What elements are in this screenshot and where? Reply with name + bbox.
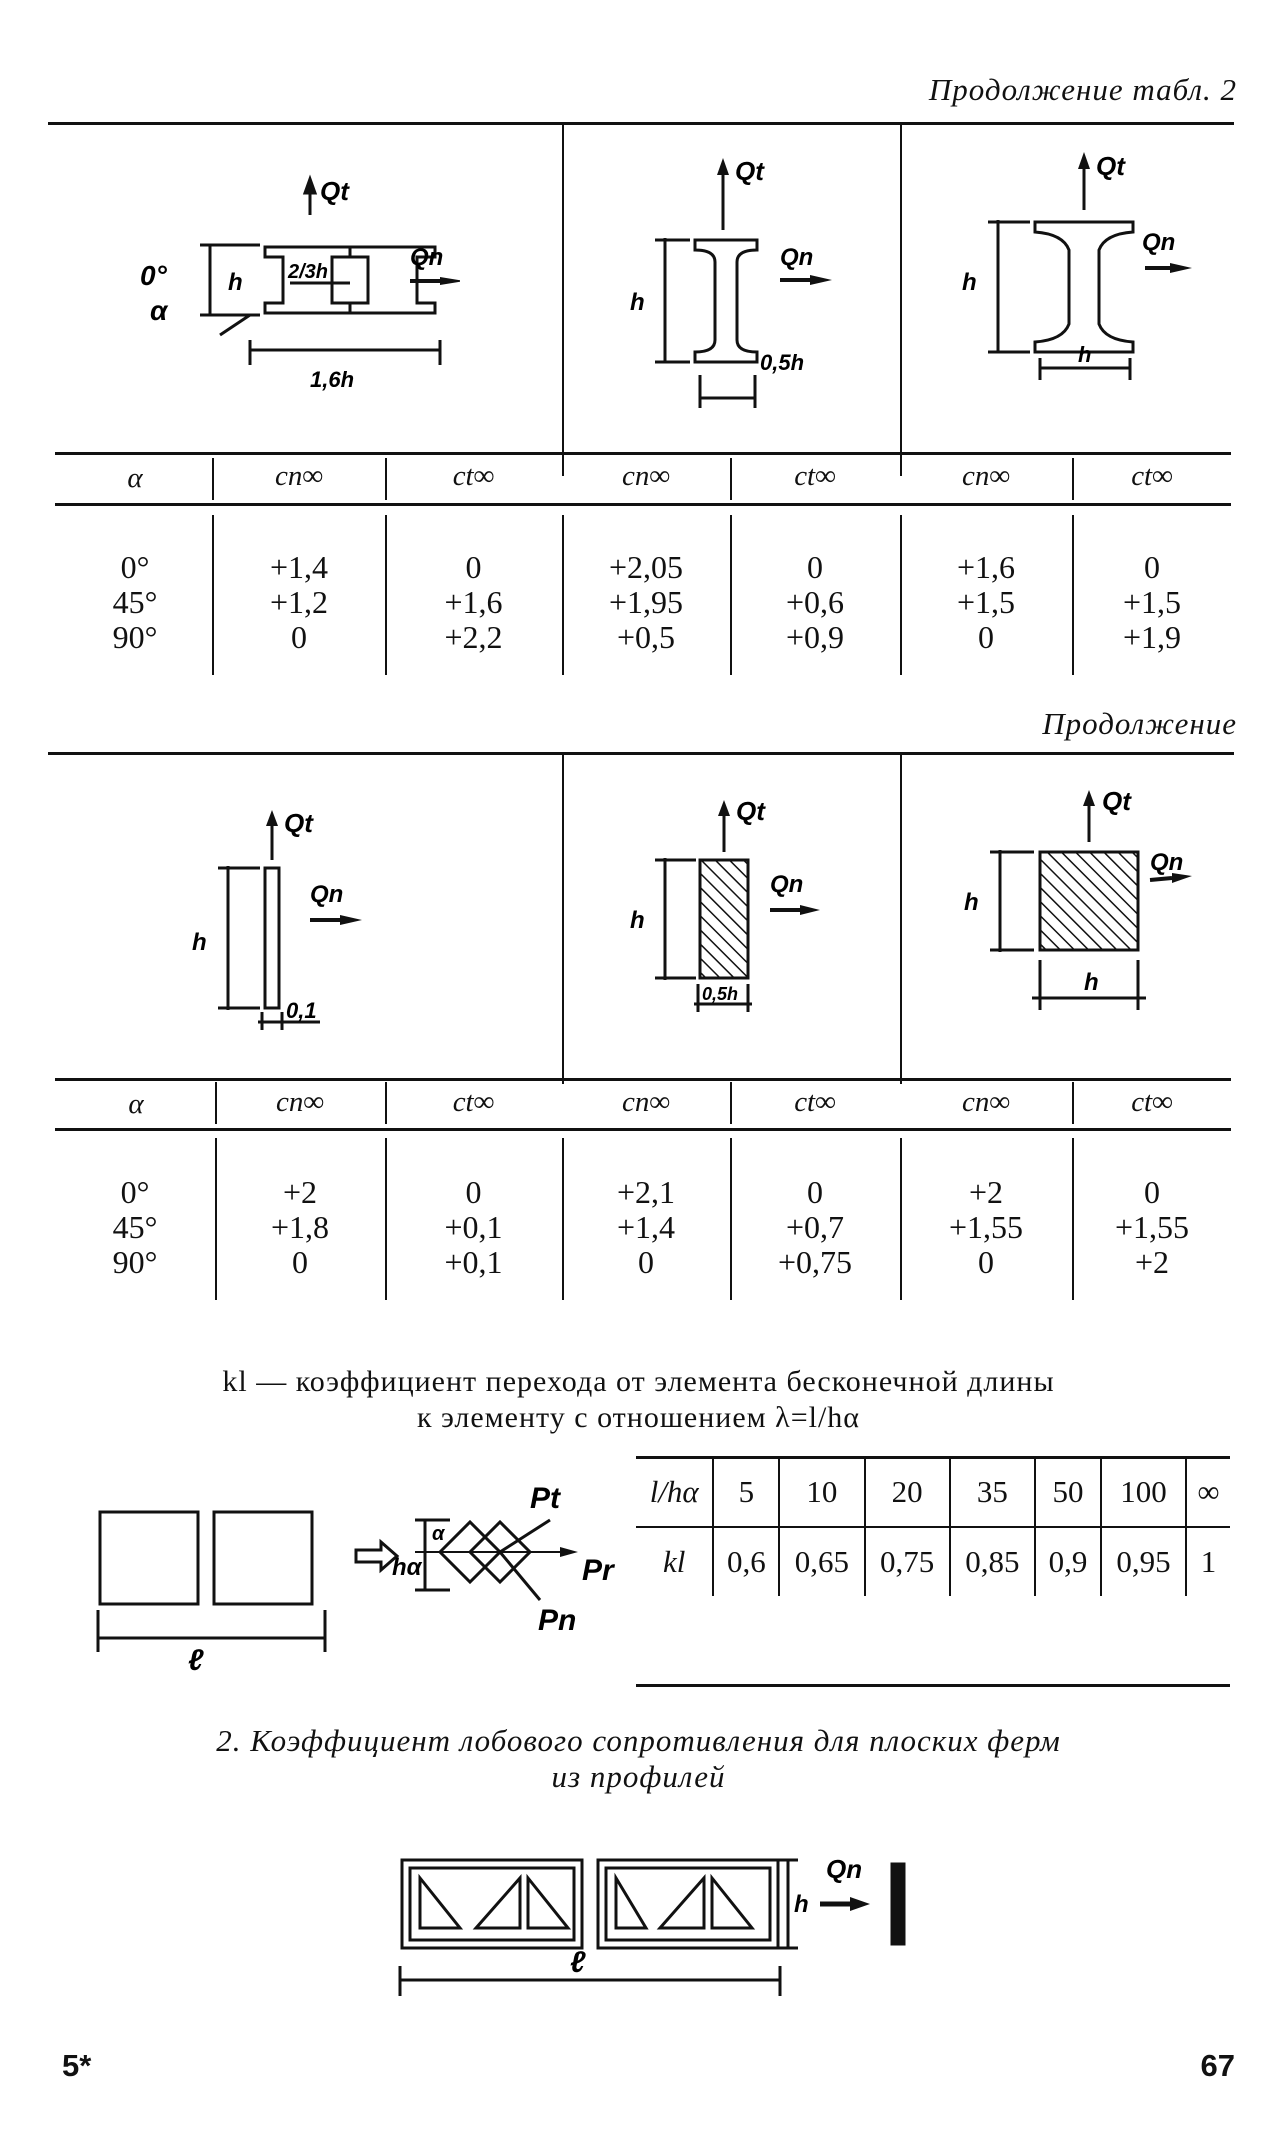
q-t-label: Qt	[320, 176, 349, 206]
q-n-label: Qn	[310, 881, 344, 908]
kl-cell: 1	[1186, 1527, 1230, 1596]
table1-column: 0° 45° 90°	[112, 549, 158, 655]
alpha-zero-label: 0°	[140, 260, 167, 291]
q-t-label: Qt	[1096, 151, 1125, 181]
h-label: h	[630, 907, 645, 934]
hatched-rect-figure	[620, 780, 860, 1020]
kl-cell: 10	[779, 1458, 864, 1527]
table2-header-top-rule	[55, 1078, 1231, 1081]
truss-figure	[380, 1840, 940, 2010]
table2-fig-divider-2	[900, 754, 902, 1084]
p-n-label: Pn	[538, 1604, 577, 1637]
q-t-label: Qt	[284, 808, 313, 838]
width-label-2: 0,5h	[760, 350, 805, 375]
kl-cell: 100	[1101, 1458, 1186, 1527]
table1-header-cell: ct∞	[452, 460, 495, 492]
table1-header-bottom-rule	[55, 503, 1231, 506]
table2-column: +2,1 +1,4 0	[616, 1174, 676, 1280]
table2-fig-divider-1	[562, 754, 564, 1084]
kl-caption-line1: kl — коэффициент перехода от элемента бесконечной длины	[222, 1365, 1055, 1398]
kl-cell: 20	[865, 1458, 950, 1527]
length-label: ℓ	[570, 1946, 586, 1979]
two-thirds-label: 2/3h	[288, 261, 329, 283]
table2-header-cell: cn∞	[621, 1086, 671, 1118]
section2-heading-line2: из профилей	[551, 1759, 726, 1794]
alpha-label: α	[150, 295, 168, 326]
table2-column: 0 +0,7 +0,75	[777, 1174, 853, 1280]
width-label-1: 0,1	[286, 998, 317, 1023]
table-row	[636, 1458, 1230, 1527]
alpha-label: α	[432, 1523, 445, 1545]
table2-header-cell: α	[128, 1088, 144, 1120]
kl-cell: 0,6	[713, 1527, 779, 1596]
h-alpha-label: hα	[392, 1554, 422, 1581]
h-label: h	[964, 889, 979, 916]
table2-column: 0 +0,1 +0,1	[444, 1174, 503, 1280]
table2-header-bottom-rule	[55, 1128, 1231, 1131]
table1-fig-divider-2	[900, 124, 902, 476]
table1-column: 0 +1,5 +1,9	[1122, 549, 1182, 655]
table2-top-rule	[48, 752, 1234, 755]
table2-column: +2 +1,55 0	[948, 1174, 1024, 1280]
length-label: ℓ	[188, 1644, 204, 1677]
h-label: h	[192, 929, 207, 956]
table1-column: 0 +0,6 +0,9	[785, 549, 845, 655]
q-n-label: Qn	[1142, 229, 1176, 256]
q-t-label: Qt	[735, 156, 764, 186]
i-beam-figure	[620, 140, 860, 410]
kl-caption-line2: к элементу с отношением λ=l/hα	[416, 1401, 861, 1434]
h-label: h	[228, 269, 243, 296]
width-label-1: 1,6h	[310, 367, 355, 392]
table2-header-cell: cn∞	[275, 1086, 325, 1118]
kl-cell: 50	[1035, 1458, 1101, 1527]
table1-header-cell: α	[127, 462, 143, 494]
kl-cell: 0,75	[865, 1527, 950, 1596]
q-t-label: Qt	[1102, 786, 1131, 816]
kl-cell: 5	[713, 1458, 779, 1527]
wide-i-beam-figure	[950, 140, 1210, 400]
table-row	[636, 1527, 1230, 1596]
q-n-label: Qn	[1150, 849, 1184, 876]
table1-header-cell: ct∞	[794, 460, 836, 492]
kl-table-bottom-rule	[636, 1684, 1230, 1687]
thin-plate-figure	[180, 790, 420, 1030]
table2-header-cell: ct∞	[452, 1086, 495, 1118]
q-n-label: Qn	[770, 871, 804, 898]
q-t-label: Qt	[736, 796, 765, 826]
table1-header-cell: cn∞	[621, 460, 671, 492]
section2-heading-line1: 2. Коэффициент лобового сопротивления для плоских ферм	[216, 1723, 1061, 1758]
width-label-3: h	[1078, 342, 1092, 367]
kl-cell: 0,9	[1035, 1527, 1101, 1596]
q-n-label: Qn	[826, 1854, 863, 1884]
p-r-label: Pr	[582, 1554, 614, 1587]
table2-header-cell: ct∞	[1131, 1086, 1173, 1118]
table2-column: +2 +1,8 0	[270, 1174, 330, 1280]
kl-cell: 0,95	[1101, 1527, 1186, 1596]
table1-header-cell: cn∞	[274, 460, 324, 492]
kl-row2-label: kl	[663, 1544, 686, 1579]
h-label: h	[630, 289, 645, 316]
table2-header-cell: ct∞	[794, 1086, 836, 1118]
continuation-title-1: Продолжение табл. 2	[928, 72, 1237, 107]
table1-column: 0 +1,6 +2,2	[444, 549, 503, 655]
table1-header-top-rule	[55, 452, 1231, 455]
kl-cell: 35	[950, 1458, 1035, 1527]
table1-column: +1,6 +1,5 0	[956, 549, 1016, 655]
kl-element-figure	[90, 1480, 650, 1680]
kl-table	[636, 1458, 1230, 1596]
kl-cell: ∞	[1186, 1458, 1230, 1527]
table2-header-cell: cn∞	[961, 1086, 1011, 1118]
table1-header-cell: cn∞	[961, 460, 1011, 492]
table2-column: 0 +1,55 +2	[1114, 1174, 1190, 1280]
q-n-label: Qn	[780, 244, 814, 271]
table1-fig-divider-1	[562, 124, 564, 476]
kl-cell: 0,65	[779, 1527, 864, 1596]
hatched-square-figure	[950, 770, 1210, 1040]
table2-column: 0° 45° 90°	[112, 1174, 158, 1280]
width-label-2: 0,5h	[702, 984, 739, 1004]
table1-column: +2,05 +1,95 +0,5	[608, 549, 684, 655]
page-number: 67	[1200, 2048, 1235, 2083]
table1-top-rule	[48, 122, 1234, 125]
table1-column: +1,4 +1,2 0	[269, 549, 329, 655]
width-label-3: h	[1084, 969, 1099, 996]
h-label: h	[794, 1891, 809, 1918]
kl-cell: 0,85	[950, 1527, 1035, 1596]
kl-row1-label: l/hα	[636, 1458, 713, 1527]
p-t-label: Pt	[530, 1482, 560, 1515]
continuation-title-2: Продолжение	[1042, 706, 1237, 741]
h-label: h	[962, 269, 977, 296]
table1-header-cell: ct∞	[1131, 460, 1173, 492]
double-i-beam-figure	[140, 165, 460, 395]
q-n-label: Qn	[410, 244, 444, 271]
signature-mark: 5*	[62, 2048, 92, 2083]
